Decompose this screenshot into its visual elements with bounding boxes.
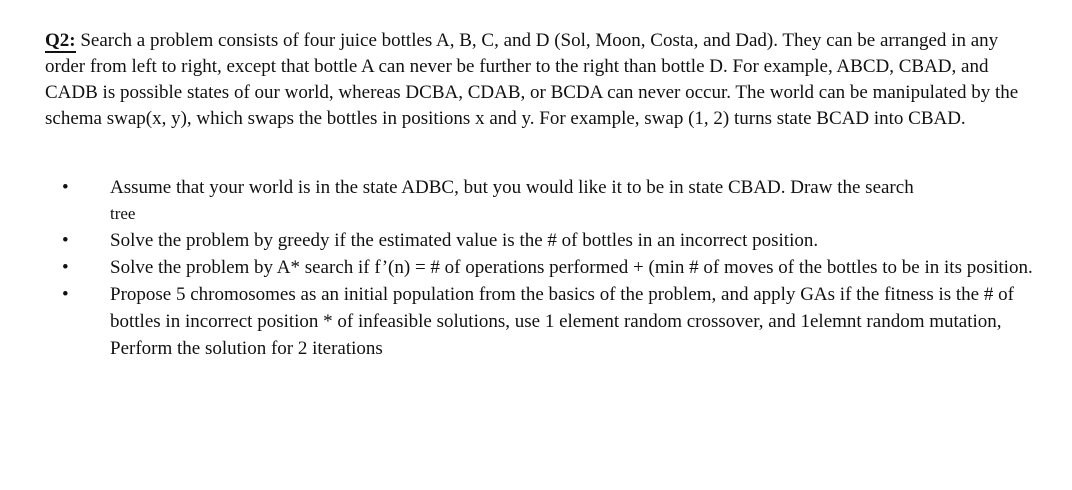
list-item-search-tree (45, 174, 1045, 227)
bullet-icon: • (62, 257, 69, 278)
question-paragraph (45, 28, 1035, 132)
list-item-greedy (45, 227, 1045, 254)
list-item-astar (45, 254, 1045, 281)
question-label: Q2: (45, 30, 76, 51)
bullet-icon: • (62, 230, 69, 251)
bullet-icon: • (62, 177, 69, 198)
list-item-genetic-algorithm (45, 281, 1045, 362)
list-item-text: Propose 5 chromosomes as an initial population from the basics of the problem, and apply GAs if the fitness is the # of bottles in incorrect position * of infeasible solutions, use 1 element random crossover, and 1elemnt random mutation, Perform the solution for 2 iterations (110, 284, 1014, 359)
list-item-text: Assume that your world is in the state ADBC, but you would like it to be in state CBAD. Draw the search (110, 177, 914, 198)
list-item-text-tail: tree (110, 204, 136, 223)
question-text: Search a problem consists of four juice bottles A, B, C, and D (Sol, Moon, Costa, and Dad). They can be arranged in any order from left to right, except that bottle A can never be further to the right than bottle D. For example, ABCD, CBAD, and CADB is possible states of our world, whereas DCBA, CDAB, or BCDA can never occur. The world can be manipulated by the schema swap(x, y), which swaps the bottles in positions x and y. For example, swap (1, 2) turns state BCAD into CBAD. (45, 30, 1019, 129)
task-list (45, 174, 1045, 362)
bullet-icon: • (62, 284, 69, 305)
list-item-text: Solve the problem by greedy if the estimated value is the # of bottles in an incorrect position. (110, 230, 819, 251)
list-item-text: Solve the problem by A* search if f’(n) = # of operations performed + (min # of moves of the bottles to be in its position. (110, 257, 1033, 278)
